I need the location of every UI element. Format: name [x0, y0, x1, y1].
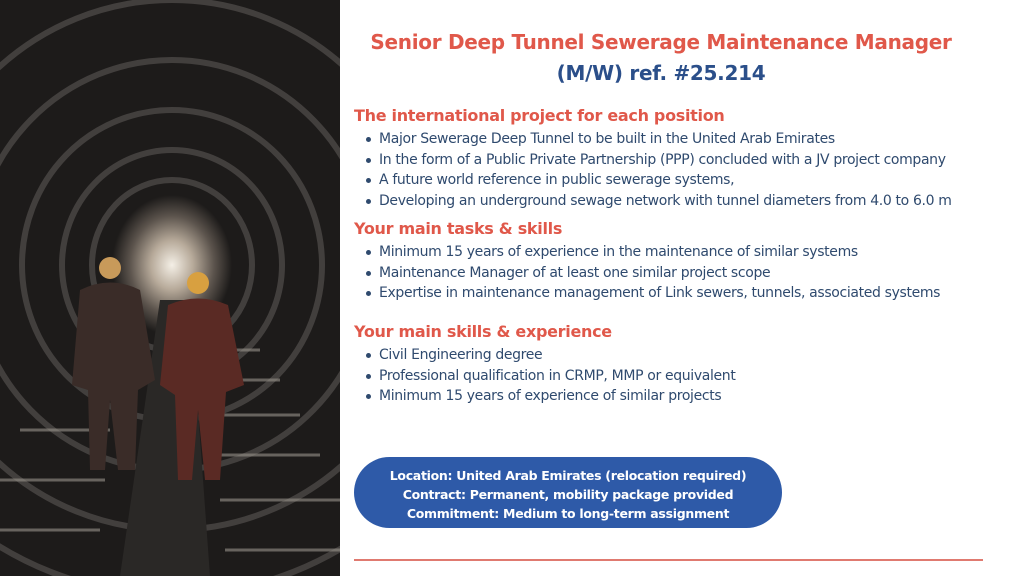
experience-list — [362, 345, 735, 407]
list-item: A future world reference in public sewerage systems, — [362, 170, 952, 191]
job-reference: (M/W) ref. #25.214 — [556, 61, 766, 85]
location-text: Location: United Arab Emirates (relocation required) — [389, 468, 747, 483]
list-item: Expertise in maintenance management of Link sewers, tunnels, associated systems — [362, 283, 940, 304]
tunnel-workers-photo — [0, 0, 340, 576]
commitment-text: Commitment: Medium to long-term assignment — [406, 506, 730, 521]
tunnel-illustration — [0, 0, 340, 576]
job-title: Senior Deep Tunnel Sewerage Maintenance Manager — [370, 30, 952, 54]
list-item: In the form of a Public Private Partnership (PPP) concluded with a JV project company — [362, 150, 952, 171]
section-heading-project: The international project for each position — [354, 106, 725, 125]
list-item: Developing an underground sewage network with tunnel diameters from 4.0 to 6.0 m — [362, 191, 952, 212]
divider — [354, 559, 983, 561]
section-heading-experience: Your main skills & experience — [354, 322, 612, 341]
section-heading-tasks: Your main tasks & skills — [354, 219, 563, 238]
list-item: Maintenance Manager of at least one similar project scope — [362, 263, 940, 284]
list-item: Minimum 15 years of experience of similar projects — [362, 386, 735, 407]
project-list — [362, 129, 952, 211]
list-item: Major Sewerage Deep Tunnel to be built in the United Arab Emirates — [362, 129, 952, 150]
tasks-list — [362, 242, 940, 304]
list-item: Minimum 15 years of experience in the maintenance of similar systems — [362, 242, 940, 263]
list-item: Civil Engineering degree — [362, 345, 735, 366]
list-item: Professional qualification in CRMP, MMP or equivalent — [362, 366, 735, 387]
contract-text: Contract: Permanent, mobility package provided — [402, 487, 734, 502]
summary-box — [354, 457, 782, 528]
